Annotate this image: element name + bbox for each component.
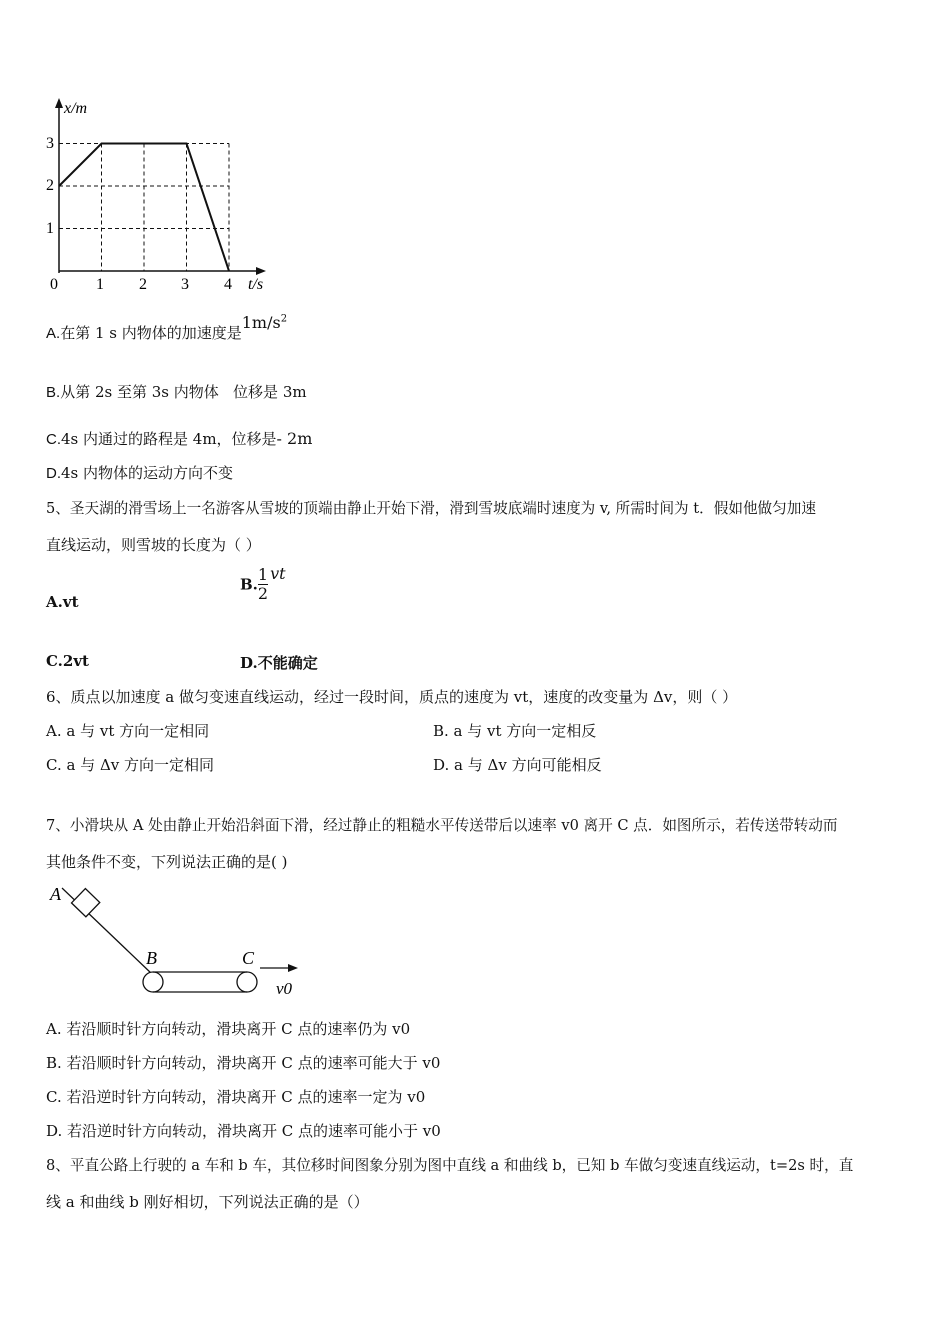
- slider-block: [71, 889, 99, 917]
- q7-option-b: B. 若沿顺时针方向转动，滑块离开 C 点的速率可能大于 v0: [46, 1054, 441, 1072]
- q5-option-d: D.不能确定: [240, 654, 318, 672]
- conveyor-diagram: [44, 882, 306, 1000]
- q7-option-c: C. 若沿逆时针方向转动，滑块离开 C 点的速率一定为 v0: [46, 1088, 426, 1106]
- q8-stem-line2: 线 a 和曲线 b 刚好相切，下列说法正确的是（）: [46, 1193, 369, 1211]
- xt-graph: [40, 95, 280, 300]
- q6-option-c: C. a 与 Δv 方向一定相同: [46, 756, 215, 774]
- y-tick-2: 2: [46, 177, 54, 194]
- q4-option-b: [46, 381, 307, 402]
- q5-option-a: A.vt: [46, 593, 79, 611]
- q5-stem-line2: 直线运动，则雪坡的长度为（ ）: [46, 536, 261, 554]
- q7-stem-line2: 其他条件不变，下列说法正确的是( ): [46, 853, 288, 871]
- q4-option-d: [46, 462, 233, 483]
- q5-b-fraction: [258, 566, 268, 603]
- x-tick-4: 4: [224, 276, 232, 293]
- q4-d-prefix: D.: [46, 465, 61, 482]
- q5-b-var: vt: [270, 563, 286, 583]
- q4-a-unit: [242, 313, 287, 332]
- q8-stem-line1: 8、平直公路上行驶的 a 车和 b 车，其位移时间图象分别为图中直线 a 和曲线 b，已知 b 车做匀变速直线运动，t=2s 时，直: [46, 1157, 854, 1174]
- y-axis-label: x/m: [64, 100, 88, 117]
- q6-option-b: B. a 与 vt 方向一定相反: [433, 722, 597, 740]
- y-tick-3: 3: [46, 135, 54, 152]
- q4-option-a: [46, 313, 288, 343]
- q5-stem-line1: 5、圣天湖的滑雪场上一名游客从雪坡的顶端由静止开始下滑，滑到雪坡底端时速度为 v, 所需时间为 t．假如他做匀加速: [46, 500, 816, 517]
- q4-b-prefix: B.: [46, 384, 61, 401]
- q4-a-prefix: A.: [46, 325, 61, 342]
- x-tick-3: 3: [181, 276, 189, 293]
- q4-option-c: [46, 428, 312, 449]
- x-tick-2: 2: [139, 276, 147, 293]
- q5-option-c: C.2vt: [46, 652, 89, 670]
- q7-stem-line1: 7、小滑块从 A 处由静止开始沿斜面下滑，经过静止的粗糙水平传送带后以速率 v0 离开 C 点．如图所示，若传送带转动而: [46, 817, 838, 834]
- label-c: C: [242, 948, 255, 968]
- y-tick-1: 1: [46, 220, 54, 237]
- q5-option-b: [240, 563, 286, 603]
- q4-b-text: 从第 2s 至第 3s 内物体 位移是 3m: [60, 383, 307, 401]
- q7-option-a: A. 若沿顺时针方向转动，滑块离开 C 点的速率仍为 v0: [46, 1020, 411, 1038]
- left-roller: [143, 972, 163, 992]
- q5-b-prefix: B.: [240, 575, 258, 594]
- q4-a-exponent: 2: [280, 313, 288, 325]
- q5-b-denominator: 2: [257, 584, 269, 603]
- label-a: A: [50, 884, 61, 904]
- x-tick-1: 1: [96, 276, 104, 293]
- x-axis-label: t/s: [248, 276, 264, 293]
- q4-a-unit-value: 1m/s: [241, 313, 281, 332]
- q6-option-a: A. a 与 vt 方向一定相同: [46, 722, 210, 740]
- x-tick-0: 0: [50, 276, 58, 293]
- y-axis-arrow: [55, 98, 63, 108]
- q4-c-value: - 2m: [276, 429, 313, 448]
- right-roller: [237, 972, 257, 992]
- q7-option-d: D. 若沿逆时针方向转动，滑块离开 C 点的速率可能小于 v0: [46, 1122, 441, 1140]
- q4-d-text: 4s 内物体的运动方向不变: [61, 464, 234, 482]
- q6-stem: 6、质点以加速度 a 做匀变速直线运动，经过一段时间，质点的速度为 vt，速度的改变量为 Δv，则（ ）: [46, 688, 738, 706]
- q4-c-prefix: C.: [46, 431, 61, 448]
- x-axis-arrow: [256, 267, 266, 275]
- label-v0: v0: [276, 979, 293, 998]
- label-b: B: [146, 948, 157, 968]
- graph-grid: [59, 144, 229, 272]
- q4-a-text: 在第 1 s 内物体的加速度是: [60, 324, 242, 342]
- q5-b-numerator: 1: [257, 565, 269, 584]
- velocity-arrowhead: [288, 964, 298, 972]
- q4-c-text: 4s 内通过的路程是 4m，位移是: [61, 430, 277, 448]
- q6-option-d: D. a 与 Δv 方向可能相反: [433, 756, 602, 774]
